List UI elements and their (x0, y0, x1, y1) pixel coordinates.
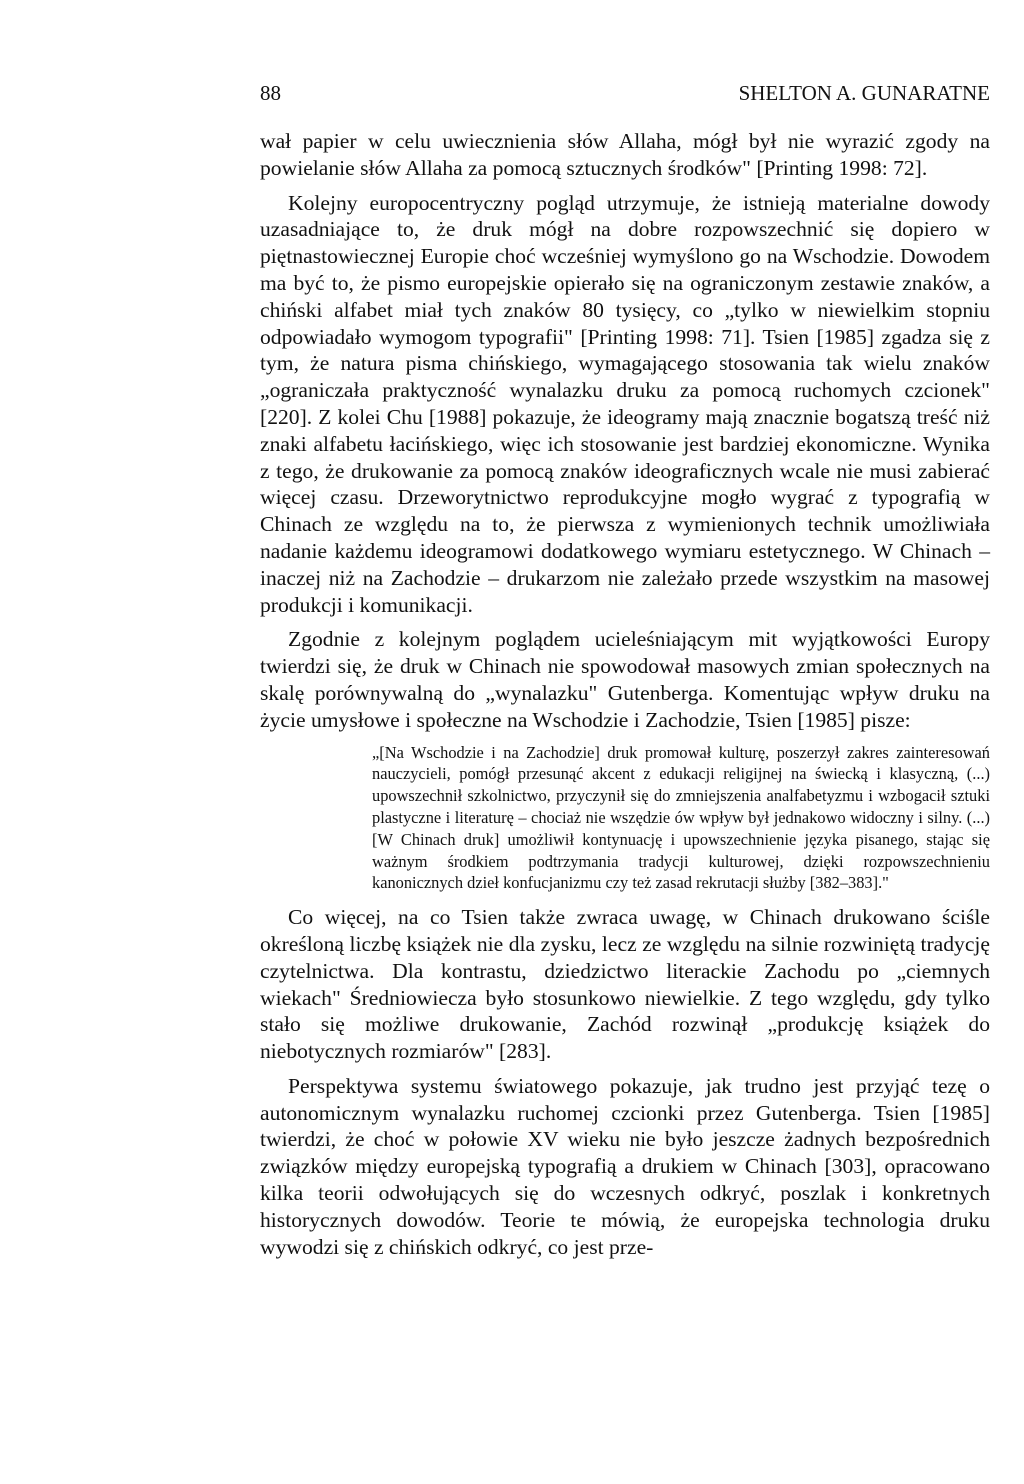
body-text (260, 128, 990, 1260)
page-number: 88 (260, 81, 281, 105)
running-header (260, 78, 990, 108)
paragraph: Co więcej, na co Tsien także zwraca uwagę, w Chinach drukowano ściśle określoną liczbę książek nie dla zysku, lecz ze względu na silnie rozwiniętą tradycję czytelnictwa. Dla kontrastu, dziedzictwo literackie Zachodu po „ciemnych wiekach" Średniowiecza było stosunkowo niewielkie. Z tego względu, gdy tylko stało się możliwe drukowanie, Zachód rozwinął „produkcję książek do niebotycznych rozmiarów" [283]. (260, 905, 990, 1064)
paragraph: wał papier w celu uwiecznienia słów Allaha, mógł był nie wyrazić zgody na powielanie słów Allaha za pomocą sztucznych środków" [Printing 1998: 72]. (260, 129, 990, 180)
block-quote: „[Na Wschodzie i na Zachodzie] druk promował kulturę, poszerzył zakres zainteresowań nauczycieli, pomógł przesunąć akcent z edukacji religijnej na świecką i klasyczną, (...) upowszechnił szkolnictwo, przyczynił się do zmniejszenia analfabetyzmu i wzbogacił sztuki plastyczne i literaturę – chociaż nie wszędzie ów wpływ był jednakowo widoczny i silny. (...) [W Chinach druk] umożliwił kontynuację i upowszechnienie języka pisanego, stając się ważnym środkiem podtrzymania tradycji kulturowej, dzięki rozpowszechnieniu kanonicznych dzieł konfucjanizmu czy też zasad rekrutacji służby [382–383]." (372, 742, 990, 893)
paragraph: Kolejny europocentryczny pogląd utrzymuje, że istnieją materialne dowody uzasadniające to, że druk mógł na dobre rozpowszechnić się dopiero w piętnastowiecznej Europie choć wcześniej wymyślono go na Wschodzie. Dowodem ma być to, że pismo europejskie opierało się na ograniczonym zestawie znaków, a chiński alfabet miał tych znaków 80 tysięcy, co „tylko w niewielkim stopniu odpowiadało wymogom typografii" [Printing 1998: 71]. Tsien [1985] zgadza się z tym, że natura pisma chińskiego, wymagającego stosowania tak wielu znaków „ograniczała praktyczność wynalazku druku za pomocą ruchomych czcionek" [220]. Z kolei Chu [1988] pokazuje, że ideogramy mają znacznie bogatszą treść niż znaki alfabetu łacińskiego, więc ich stosowanie jest bardziej ekonomiczne. Wynika z tego, że drukowanie za pomocą znaków ideograficznych wcale nie musi zabierać więcej czasu. Drzeworytnictwo reprodukcyjne mogło wygrać z typografią w Chinach ze względu na to, że pierwsza z wymienionych technik umożliwiała nadanie każdemu ideogramowi dodatkowego wymiaru estetycznego. W Chinach – inaczej niż na Zachodzie – drukarzom nie zależało przede wszystkim na masowej produkcji i komunikacji. (260, 190, 990, 617)
running-title: SHELTON A. GUNARATNE (738, 81, 990, 105)
paragraph: Perspektywa systemu światowego pokazuje, jak trudno jest przyjąć tezę o autonomicznym wynalazku ruchomej czcionki przez Gutenberga. Tsien [1985] twierdzi, że choć w połowie XV wieku nie było jeszcze żadnych bezpośrednich związków między europejską typografią a drukiem w Chinach [303], opracowano kilka teorii odwołujących się do wczesnych odkryć, poszlak i konkretnych historycznych dowodów. Teorie te mówią, że europejska technologia druku wywodzi się z chińskich odkryć, co jest prze- (260, 1073, 990, 1259)
paragraph: Zgodnie z kolejnym poglądem ucieleśniającym mit wyjątkowości Europy twierdzi się, że druk w Chinach nie spowodował masowych zmian społecznych na skalę porównywalną do „wynalazku" Gutenberga. Komentując wpływ druku na życie umysłowe i społeczne na Wschodzie i Zachodzie, Tsien [1985] pisze: (260, 627, 990, 732)
page (260, 78, 990, 1268)
